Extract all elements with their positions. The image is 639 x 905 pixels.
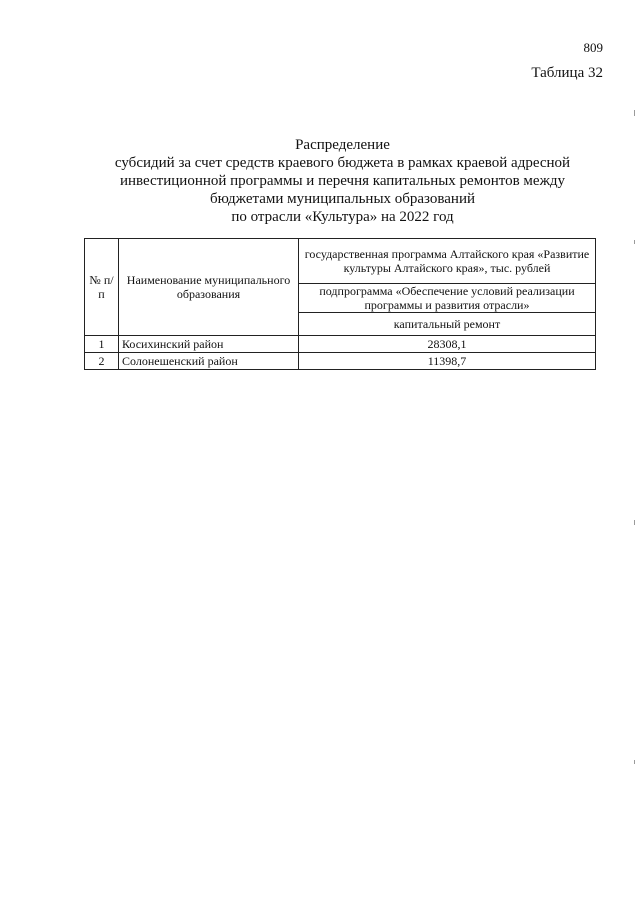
table-header-row	[85, 239, 596, 284]
table-row	[85, 336, 596, 353]
page-number: 809	[583, 40, 603, 55]
heading-line: Распределение	[295, 137, 390, 153]
scan-edge-mark	[634, 520, 635, 525]
distribution-table	[84, 238, 596, 370]
document-heading	[85, 136, 600, 226]
heading-line: субсидий за счет средств краевого бюджета в рамках краевой адресной	[114, 155, 571, 171]
row-num: 1	[85, 336, 119, 353]
header-program: государственная программа Алтайского края «Развитие культуры Алтайского края», тыс. рублей	[299, 239, 596, 284]
scan-edge-mark	[634, 110, 635, 116]
row-name: Солонешенский район	[119, 353, 299, 370]
heading-line: бюджетами муниципальных образований	[209, 191, 476, 207]
scan-edge-mark	[634, 760, 635, 764]
table-label: Таблица 32	[531, 65, 603, 81]
header-subprogram: подпрограмма «Обеспечение условий реализации программы и развития отрасли»	[299, 284, 596, 313]
row-value: 28308,1	[299, 336, 596, 353]
row-value: 11398,7	[299, 353, 596, 370]
table-row	[85, 353, 596, 370]
heading-line: по отрасли «Культура» на 2022 год	[231, 209, 454, 225]
heading-line: инвестиционной программы и перечня капитальных ремонтов между	[119, 173, 566, 189]
scan-edge-mark	[634, 240, 635, 244]
row-num: 2	[85, 353, 119, 370]
header-num: № п/п	[85, 239, 119, 336]
header-name: Наименование муниципального образования	[119, 239, 299, 336]
header-capital-repair: капитальный ремонт	[299, 313, 596, 336]
row-name: Косихинский район	[119, 336, 299, 353]
